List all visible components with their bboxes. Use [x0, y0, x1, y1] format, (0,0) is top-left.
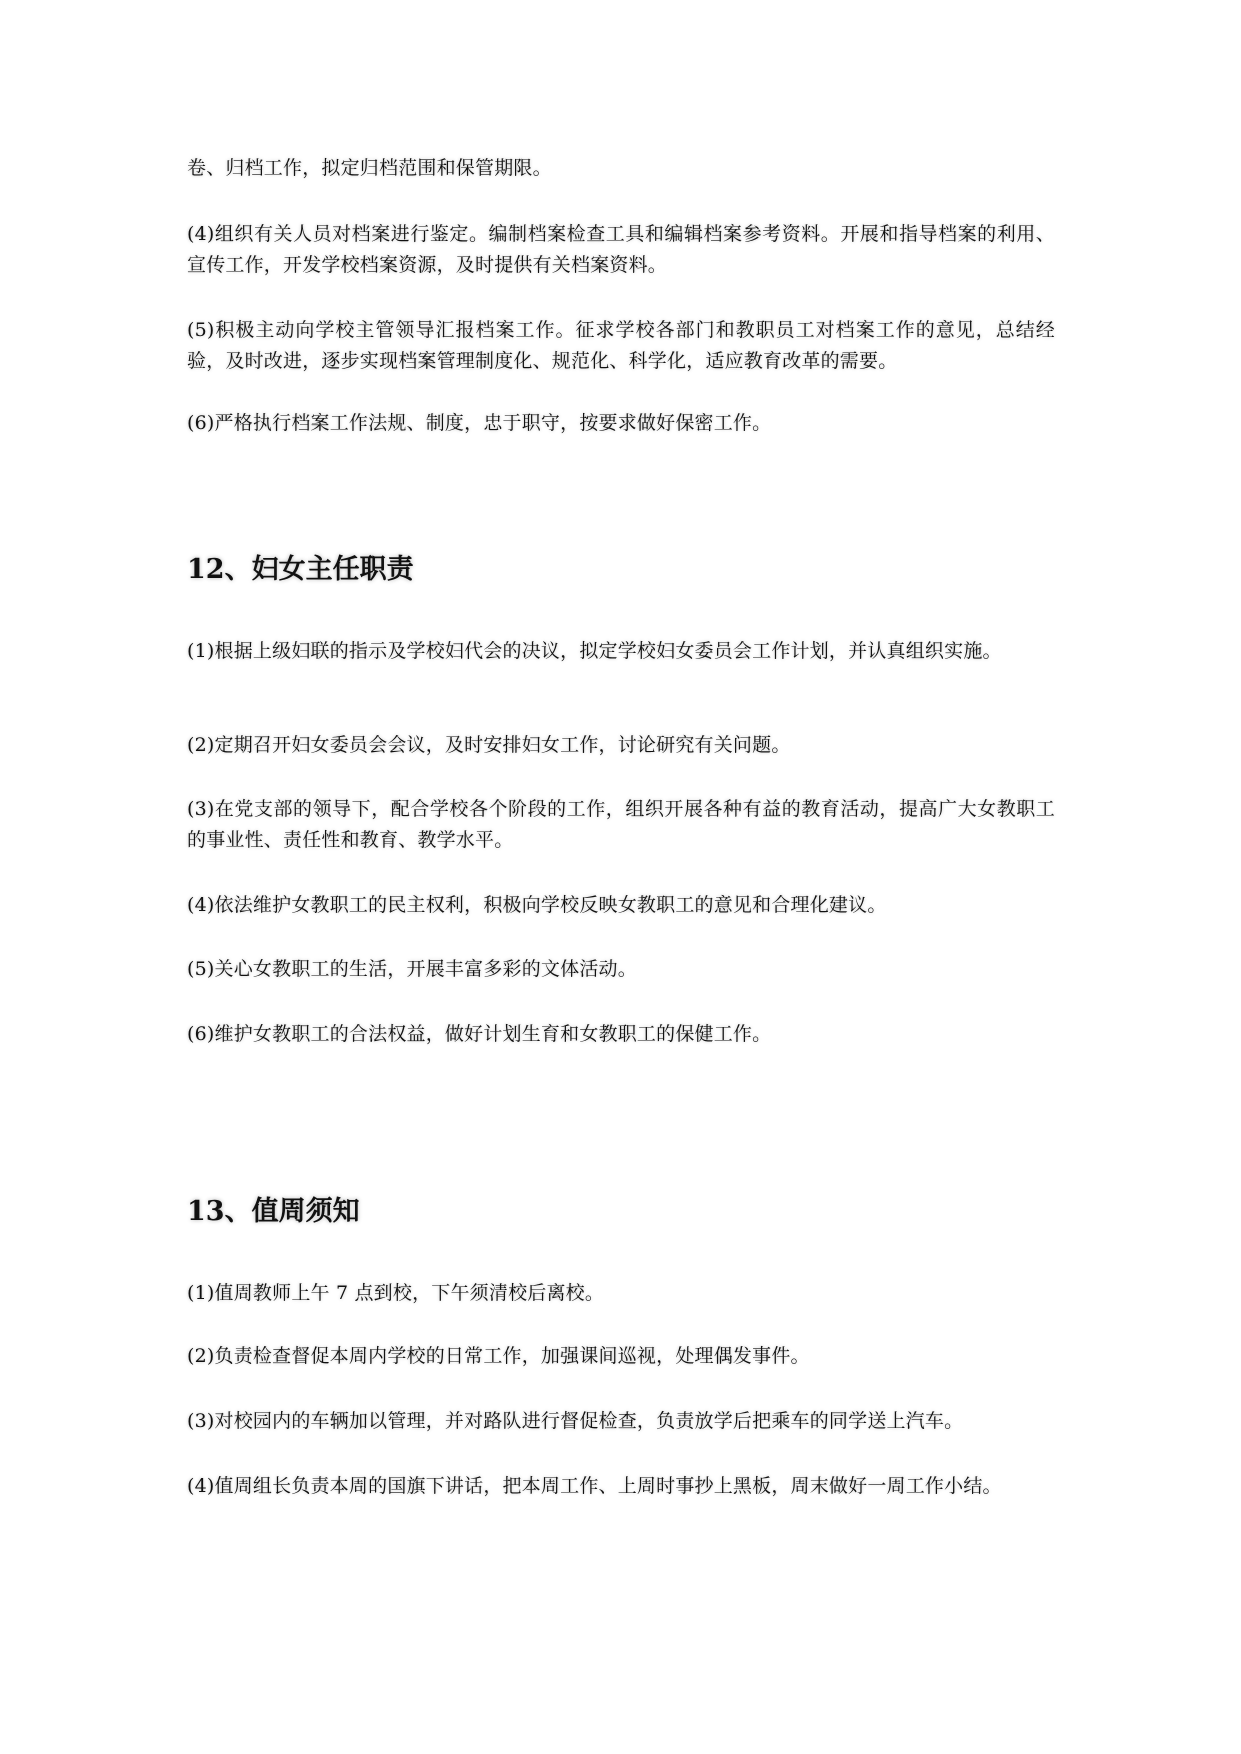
paragraph: (6)维护女教职工的合法权益，做好计划生育和女教职工的保健工作。 — [187, 1023, 772, 1045]
paragraph: (4)值周组长负责本周的国旗下讲话，把本周工作、上周时事抄上黑板，周末做好一周工作小结。 — [187, 1475, 1002, 1497]
paragraph: 卷、归档工作，拟定归档范围和保管期限。 — [187, 157, 552, 179]
paragraph: (1)根据上级妇联的指示及学校妇代会的决议，拟定学校妇女委员会工作计划，并认真组织实施。 — [187, 640, 1002, 662]
paragraph: (5)关心女教职工的生活，开展丰富多彩的文体活动。 — [187, 958, 637, 980]
paragraph: (2)负责检查督促本周内学校的日常工作，加强课间巡视，处理偶发事件。 — [187, 1345, 810, 1367]
paragraph: (3)在党支部的领导下，配合学校各个阶段的工作，组织开展各种有益的教育活动，提高广大女教职工的事业性、责任性和教育、教学水平。 — [187, 798, 1055, 851]
section-heading: 13、值周须知 — [187, 1196, 360, 1227]
paragraph: (6)严格执行档案工作法规、制度，忠于职守，按要求做好保密工作。 — [187, 412, 772, 434]
paragraph: (4)依法维护女教职工的民主权利，积极向学校反映女教职工的意见和合理化建议。 — [187, 894, 887, 916]
paragraph: (1)值周教师上午 7 点到校，下午须清校后离校。 — [187, 1282, 605, 1304]
paragraph: (5)积极主动向学校主管领导汇报档案工作。征求学校各部门和教职员工对档案工作的意见，总结经验，及时改进，逐步实现档案管理制度化、规范化、科学化，适应教育改革的需要。 — [187, 319, 1055, 372]
section-heading: 12、妇女主任职责 — [187, 554, 414, 585]
paragraph: (2)定期召开妇女委员会会议，及时安排妇女工作，讨论研究有关问题。 — [187, 734, 791, 756]
paragraph: (3)对校园内的车辆加以管理，并对路队进行督促检查，负责放学后把乘车的同学送上汽车。 — [187, 1410, 964, 1432]
paragraph: (4)组织有关人员对档案进行鉴定。编制档案检查工具和编辑档案参考资料。开展和指导档案的利用、宣传工作，开发学校档案资源，及时提供有关档案资料。 — [187, 223, 1055, 276]
